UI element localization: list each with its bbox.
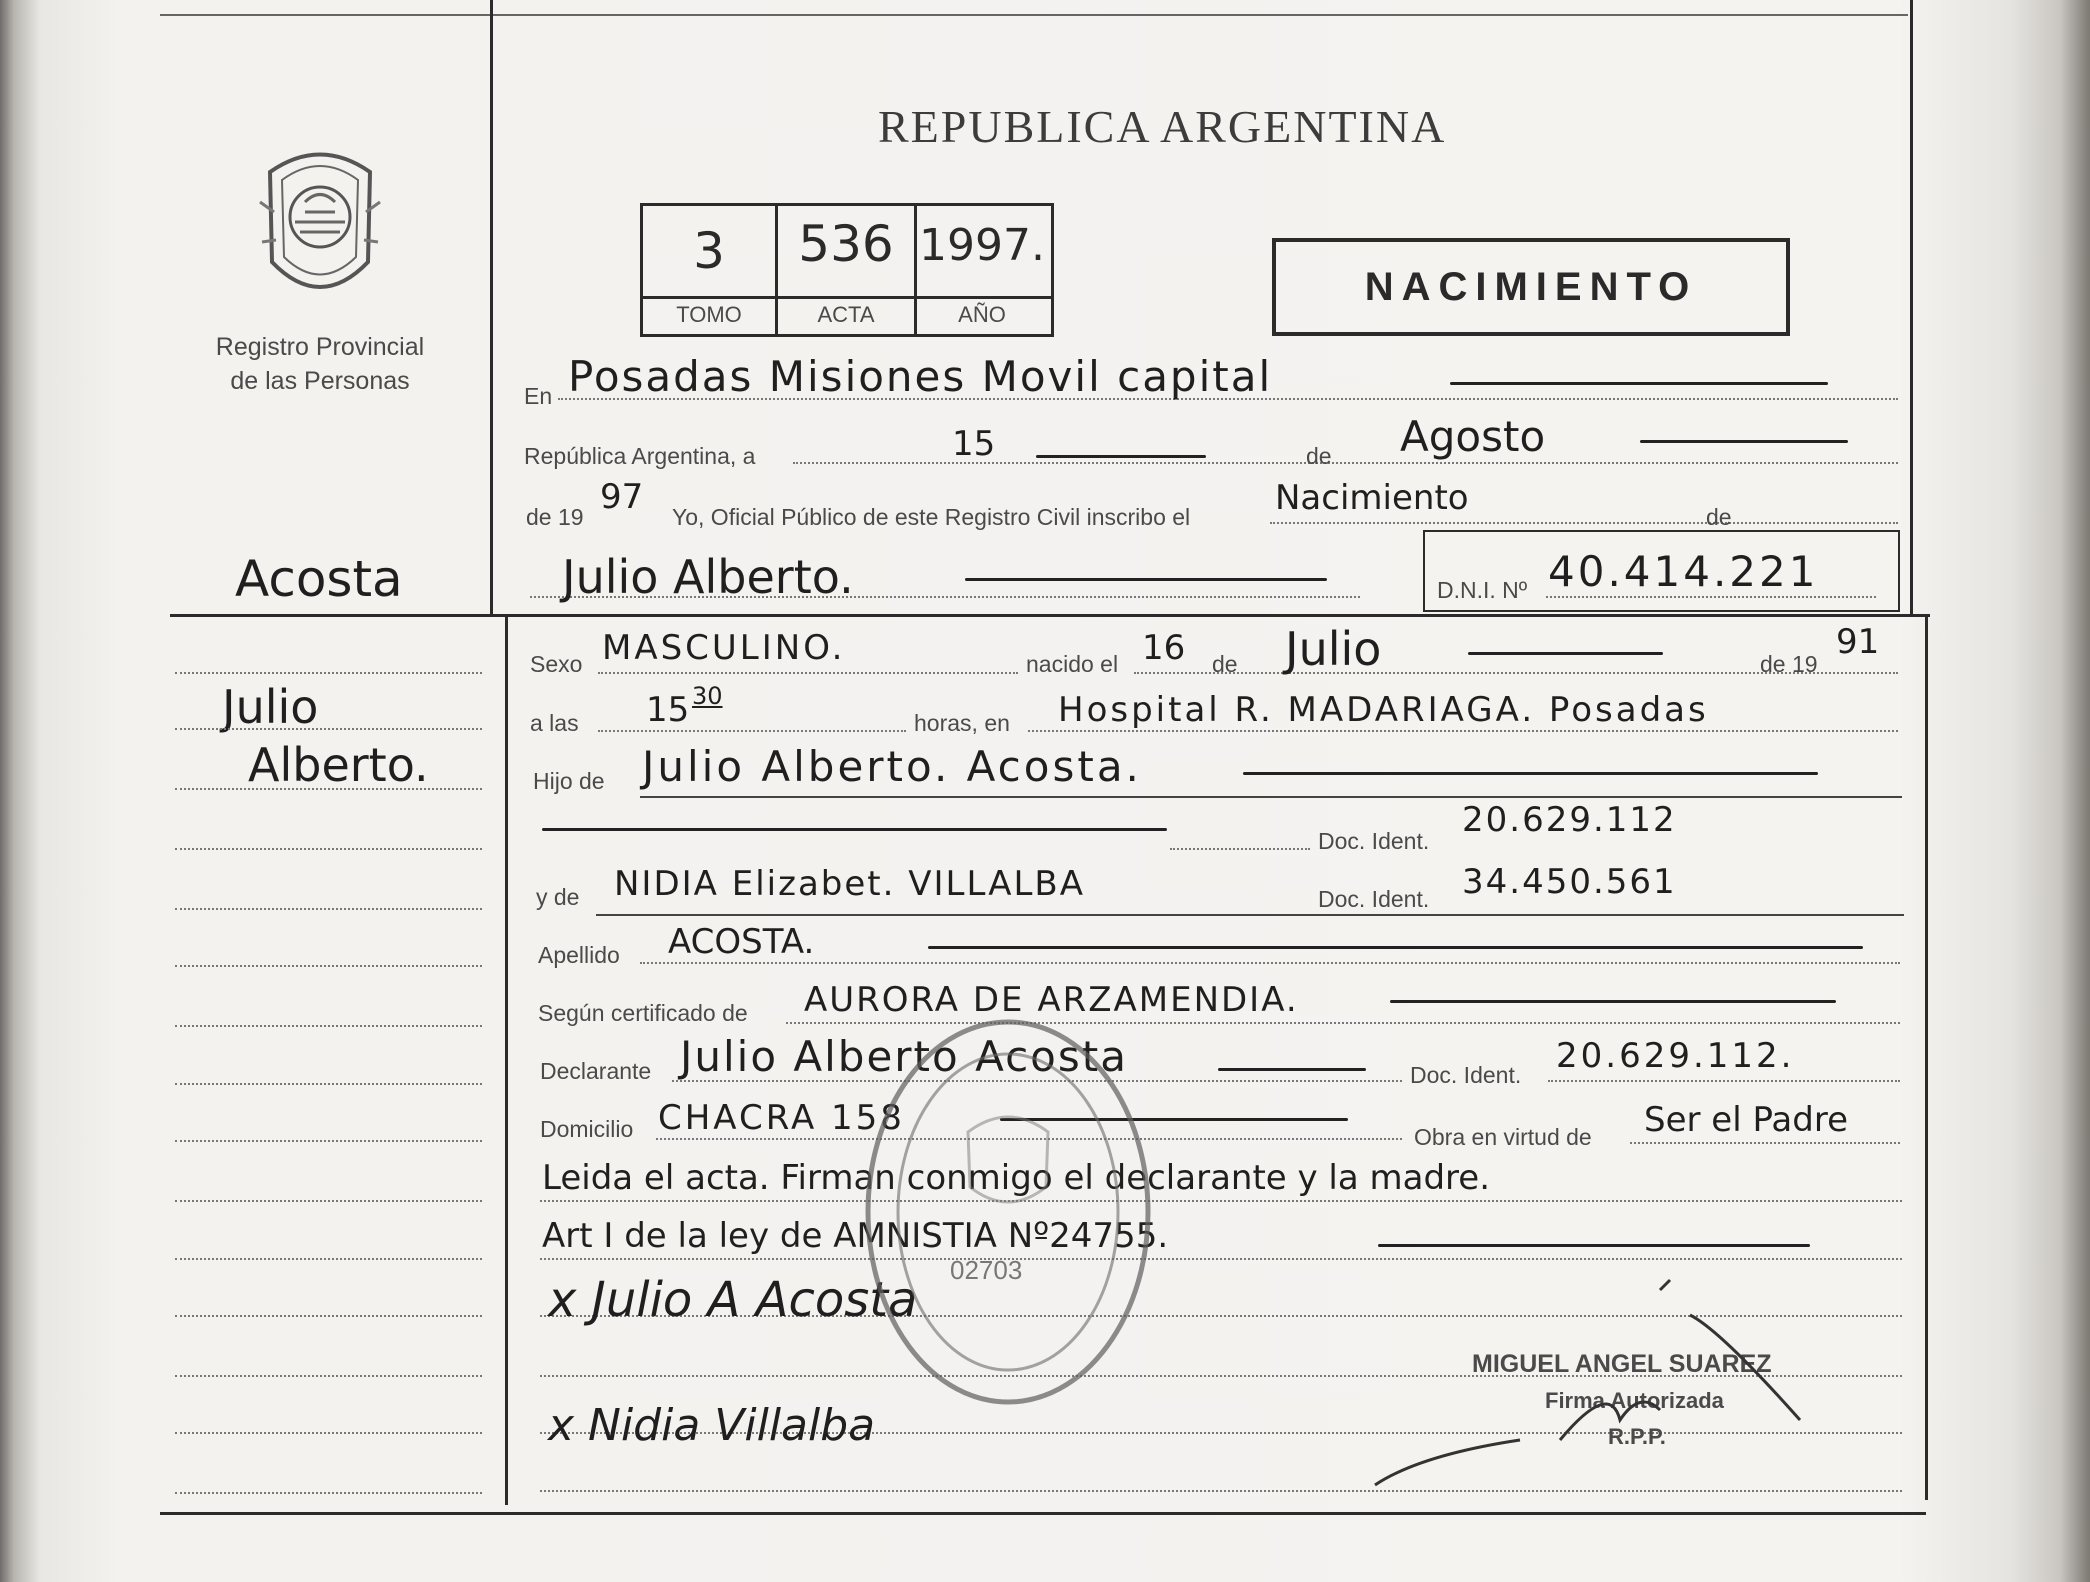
anio-value: 1997. (919, 220, 1045, 271)
father-doc-value: 20.629.112 (1462, 800, 1677, 840)
margin-line-2 (175, 728, 482, 730)
dash-day (1036, 455, 1206, 458)
mother-value: NIDIA Elizabet. VILLALBA (614, 864, 1085, 904)
line-declarant-doc (1548, 1080, 1900, 1082)
line-note-2 (540, 1258, 1902, 1260)
dash-certificate (1390, 1000, 1836, 1003)
official-name: MIGUEL ANGEL SUAREZ (1472, 1350, 1772, 1378)
anio-label: AÑO (958, 302, 1006, 327)
label-domicilio: Domicilio (540, 1116, 634, 1142)
line-dni (1546, 596, 1876, 598)
margin-line-15 (175, 1492, 482, 1494)
margin-line-5 (175, 908, 482, 910)
registry-name (190, 330, 450, 398)
label-de-month: de (1306, 443, 1332, 469)
margin-line-7 (175, 1025, 482, 1027)
line-father-doc (1170, 848, 1310, 850)
right-border-bottom (1925, 615, 1928, 1500)
dash-declarante (1218, 1068, 1366, 1071)
label-de-birth: de (1212, 651, 1238, 677)
margin-line-1 (175, 672, 482, 674)
label-de-event: de (1706, 504, 1732, 530)
provincial-seal-icon (250, 142, 390, 302)
label-horasen: horas, en (914, 710, 1010, 736)
label-en: En (524, 383, 553, 409)
address-value: CHACRA 158 (658, 1098, 905, 1138)
birthplace-value: Hospital R. MADARIAGA. Posadas (1058, 690, 1709, 730)
birth-day-value: 16 (1142, 628, 1186, 668)
declarant-doc-value: 20.629.112. (1556, 1036, 1795, 1076)
label-declarante: Declarante (540, 1058, 652, 1084)
official-office: R.P.P. (1608, 1424, 1666, 1449)
place-value: Posadas Misiones Movil capital (568, 352, 1273, 401)
label-apellido: Apellido (538, 942, 620, 968)
margin-line-12 (175, 1315, 482, 1317)
dni-value: 40.414.221 (1548, 547, 1819, 596)
margin-line-13 (175, 1375, 482, 1377)
sex-value: MASCULINO. (602, 628, 846, 668)
margin-line-6 (175, 965, 482, 967)
label-de19: de 19 (526, 504, 584, 530)
label-docident-father: Doc. Ident. (1318, 828, 1430, 854)
tomo-value: 3 (693, 222, 725, 280)
declarant-value: Julio Alberto Acosta (680, 1032, 1128, 1081)
margin-line-4 (175, 848, 482, 850)
label-obra: Obra en virtud de (1414, 1124, 1592, 1150)
label-segun: Según certificado de (538, 1000, 748, 1026)
note-2: Art I de la ley de AMNISTIA Nº24755. (542, 1216, 1169, 1256)
label-republica: República Argentina, a (524, 443, 756, 469)
father-value: Julio Alberto. Acosta. (642, 742, 1142, 791)
label-docident-mother: Doc. Ident. (1318, 886, 1430, 912)
official-title: Firma Autorizada (1545, 1388, 1724, 1413)
child-name-value: Julio Alberto. (562, 550, 854, 604)
label-yde: y de (536, 884, 580, 910)
line-father (640, 796, 1902, 798)
dash-apellido (928, 946, 1863, 949)
margin-line-10 (175, 1200, 482, 1202)
signature-mother: x Nidia Villalba (548, 1400, 876, 1451)
top-rule (160, 14, 1908, 16)
line-event (1270, 522, 1898, 524)
label-alas: a las (530, 710, 579, 736)
certificate-value: AURORA DE ARZAMENDIA. (804, 980, 1299, 1020)
margin-line-9 (175, 1140, 482, 1142)
label-hijode: Hijo de (533, 768, 605, 794)
dash-place (1450, 382, 1828, 385)
section-rule (170, 614, 1930, 617)
page-title: REPUBLICA ARGENTINA (878, 101, 1447, 152)
hour-value: 15 (646, 690, 690, 730)
margin-line-11 (175, 1258, 482, 1260)
minutes-value: 30 (692, 682, 723, 710)
signature-declarant: x Julio A Acosta (548, 1272, 918, 1328)
birth-year-value: 91 (1836, 622, 1880, 662)
record-box-label-rule (640, 296, 1051, 299)
line-apellido (640, 962, 1900, 964)
birth-month-value: Julio (1285, 622, 1382, 676)
margin-given-2: Alberto. (248, 738, 429, 792)
label-de19-birth: de 19 (1760, 651, 1818, 677)
dash-child-name (965, 578, 1327, 581)
dash-birth (1468, 652, 1663, 655)
note-1: Leida el acta. Firman conmigo el declarante y la madre. (542, 1158, 1491, 1198)
label-nacido: nacido el (1026, 651, 1119, 677)
bottom-rule (160, 1512, 1926, 1515)
tomo-label: TOMO (676, 302, 742, 327)
label-oficial: Yo, Oficial Público de este Registro Civil inscribo el (672, 504, 1191, 530)
day-value: 15 (952, 424, 996, 464)
margin-surname: Acosta (235, 550, 403, 608)
acta-label: ACTA (817, 302, 875, 327)
label-sexo: Sexo (530, 651, 583, 677)
column-divider-bottom (505, 615, 508, 1505)
stamp-number: 02703 (950, 1255, 1023, 1285)
by-virtue-value: Ser el Padre (1644, 1100, 1848, 1140)
line-birthplace (1028, 730, 1898, 732)
acta-value: 536 (798, 215, 894, 273)
margin-line-3 (175, 788, 482, 790)
line-mother (596, 914, 1904, 916)
right-border-top (1910, 0, 1913, 615)
registry-line-2: de las Personas (230, 367, 410, 395)
label-docident-declarant: Doc. Ident. (1410, 1062, 1522, 1088)
month-value: Agosto (1400, 412, 1546, 461)
registry-line-1: Registro Provincial (215, 333, 425, 361)
dash-month (1640, 440, 1848, 443)
line-hour (598, 730, 906, 732)
year-value: 97 (600, 477, 644, 517)
dash-note-2 (1378, 1244, 1810, 1247)
event-value: Nacimiento (1275, 478, 1469, 518)
margin-line-8 (175, 1083, 482, 1085)
mother-doc-value: 34.450.561 (1462, 862, 1677, 902)
column-divider-top (490, 0, 493, 615)
line-sexo (598, 672, 1018, 674)
official-signature-icon (1360, 1270, 1810, 1500)
label-dni: D.N.I. Nº (1437, 577, 1528, 603)
record-type-box: NACIMIENTO (1272, 238, 1790, 336)
line-note-1 (540, 1200, 1902, 1202)
surname-value: ACOSTA. (668, 922, 815, 962)
line-obra (1630, 1142, 1900, 1144)
margin-given-1: Julio (222, 680, 319, 734)
dash-father-doc (542, 828, 1167, 831)
registry-stamp-icon (858, 1012, 1158, 1412)
margin-line-14 (175, 1432, 482, 1434)
dash-father (1243, 772, 1818, 775)
